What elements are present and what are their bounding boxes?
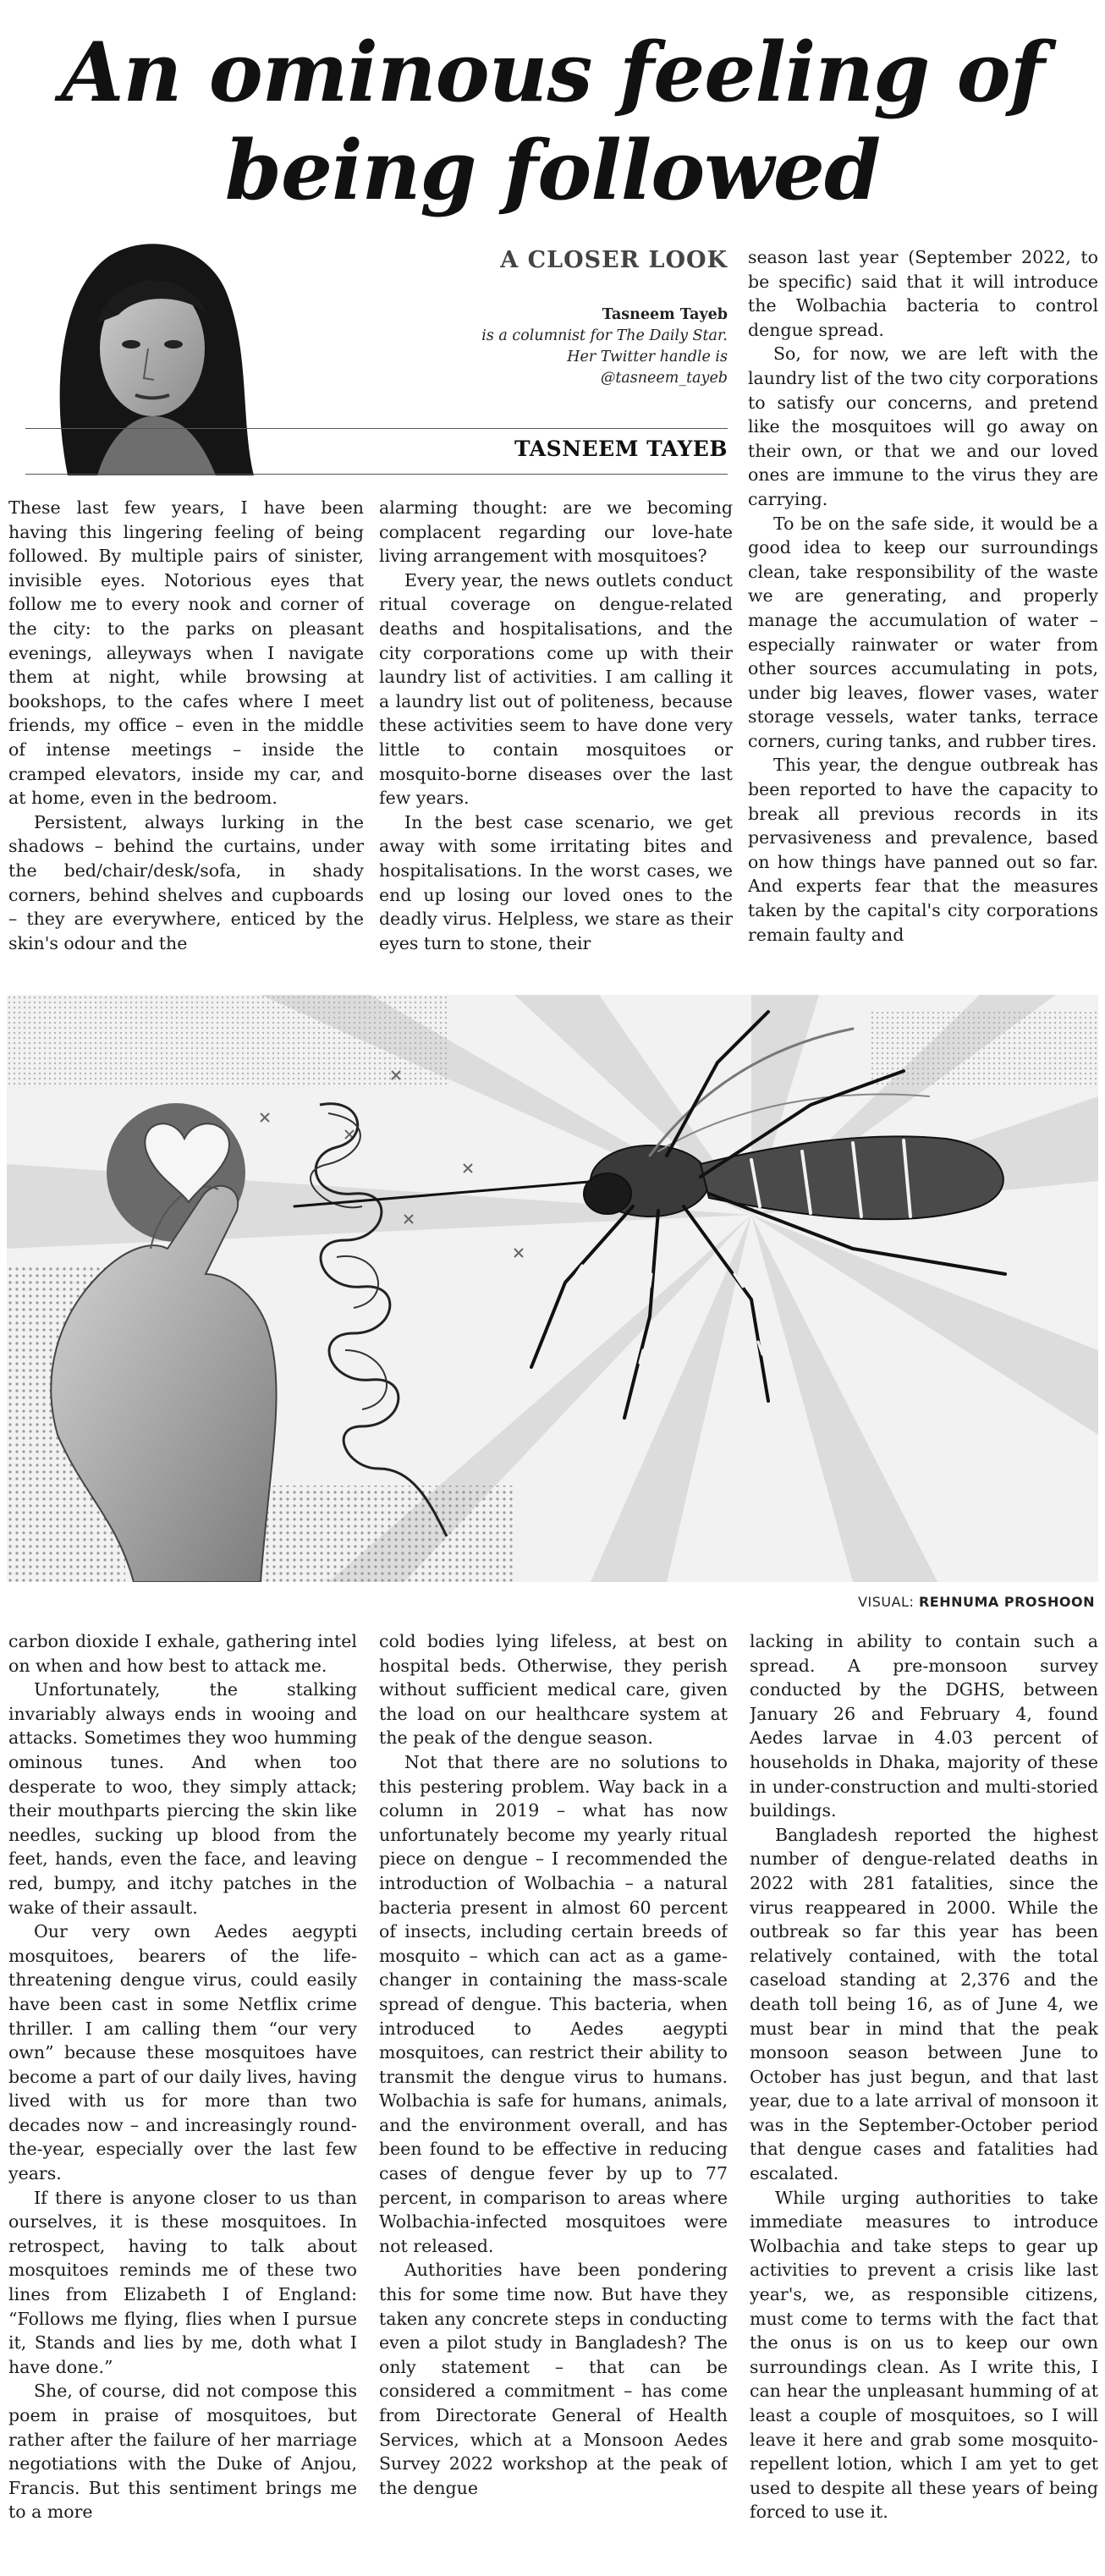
mosquito-illustration [7, 995, 1098, 1582]
headline-line-1: An ominous feeling of [61, 25, 1044, 120]
paragraph: Unfortunately, the stalking invariably always ends in wooing and attacks. Sometimes they woo humming ominous tunes. And when too desperate to woo, they simply attack; their mouthparts piercing the skin like needles, sucking up blood from the feet, hands, even the face, and leaving red, bumpy, and itchy patches in the wake of their assault. [8, 1679, 357, 1918]
paragraph: cold bodies lying lifeless, at best on hospital beds. Otherwise, they perish without sufficient medical care, given the load on our healthcare system at the peak of the dengue season. [379, 1631, 728, 1749]
paragraph: If there is anyone closer to us than ourselves, it is these mosquitoes. In retrospect, having to talk about mosquitoes reminds me of these two lines from Elizabeth I of England: “Follows me flying, flies when I pursue it, Stands and lies by me, doth what I have done.” [8, 2187, 357, 2377]
paragraph: So, for now, we are left with the laundry list of the two city corporations to satisfy our concerns, and pretend like the mosquitoes will go away on their own, or that we and our loved ones are immune to the virus they are carrying. [748, 343, 1098, 509]
paragraph: alarming thought: are we becoming complacent regarding our love-hate living arrangement with mosquitoes? [379, 497, 733, 567]
article-column-4 [8, 1629, 357, 2568]
byline-top-rule [25, 428, 728, 429]
byline: TASNEEM TAYEB [514, 437, 728, 461]
paragraph: Our very own Aedes aegypti mosquitoes, bearers of the life-threatening dengue virus, could easily have been cast in some Netflix crime thriller. I am calling them “our very own” because these mosquitoes have become a part of our daily lives, having lived with us for more than two decades now – and increasingly round-the-year, especially over the last few years. [8, 1921, 357, 2184]
author-bio [440, 305, 728, 389]
paragraph: Not that there are no solutions to this pestering problem. Way back in a column in 2019 – what has now unfortunately become my yearly ritual piece on dengue – I recommended the introduction of Wolbachia – a natural bacteria present in almost 60 percent of insects, including certain breeds of mosquito – which can act as a game-changer in containing the mass-scale spread of dengue. This bacteria, when introduced to Aedes aegypti mosquitoes, can restrict their ability to transmit the dengue virus to humans. Wolbachia is safe for humans, animals, and the environment overall, and has been found to be effective in reducing cases of dengue fever by up to 77 percent, in comparison to areas where Wolbachia-infected mosquitoes were not released. [379, 1751, 728, 2256]
paragraph: Bangladesh reported the highest number of dengue-related deaths in 2022 with 281 fatalities, since the virus reappeared in 2000. While the outbreak so far this year has been relatively contained, with the total caseload standing at 2,376 and the death toll being 16, as of June 4, we must bear in mind that the peak monsoon season between June to October has just begun, and that last year, due to a late arrival of monsoon it was in the September-October period that dengue cases and fatalities had escalated. [750, 1824, 1098, 2184]
section-kicker: A CLOSER LOOK [500, 247, 728, 273]
headline [0, 24, 1105, 220]
paragraph: carbon dioxide I exhale, gathering intel on when and how best to attack me. [8, 1631, 357, 1676]
paragraph: season last year (September 2022, to be specific) said that it will introduce the Wolbachia bacteria to control dengue spread. [748, 247, 1098, 340]
paragraph: While urging authorities to take immediate measures to introduce Wolbachia and take steps to gear up activities to prevent a crisis like last year's, we, as responsible citizens, must come to terms with the fact that the onus is on us to keep our own surroundings clean. As I write this, I can hear the unpleasant humming of at least a couple of mosquitoes, so I will leave it here and grab some mosquito-repellent lotion, which I am yet to get used to despite all these years of being forced to use it. [750, 2187, 1098, 2523]
bio-line-3: @tasneem_tayeb [600, 370, 728, 387]
headline-line-2: being followed [224, 123, 881, 218]
credit-artist: REHNUMA PROSHOON [918, 1594, 1095, 1610]
paragraph: She, of course, did not compose this poem in praise of mosquitoes, but rather after the failure of her marriage negotiations with the Duke of Anjou, Francis. But this sentiment brings me to a more [8, 2381, 357, 2523]
article-column-2 [379, 496, 733, 983]
paragraph: Persistent, always lurking in the shadows – behind the curtains, under the bed/chair/desk/sofa, in shady corners, behind shelves and cupboards – they are everywhere, enticed by the skin's odour and the [8, 811, 364, 953]
paragraph: Every year, the news outlets conduct ritual coverage on dengue-related deaths and hospitalisations, and the city corporations come up with their laundry list of activities. I am calling it a laundry list out of politeness, because these activities seem to have done very little to contain mosquitoes or mosquito-borne diseases over the last few years. [379, 569, 733, 809]
paragraph: In the best case scenario, we get away with some irritating bites and hospitalisations. In the worst cases, we end up losing our loved ones to the deadly virus. Helpless, we stare as their eyes turn to stone, their [379, 811, 733, 953]
paragraph: lacking in ability to contain such a spread. A pre-monsoon survey conducted by the DGHS, between January 26 and February 4, found Aedes larvae in 4.03 percent of households in Dhaka, majority of these in under-construction and multi-storied buildings. [750, 1631, 1098, 1821]
article-column-6 [750, 1629, 1098, 2568]
paragraph: To be on the safe side, it would be a good idea to keep our surroundings clean, take responsibility of the waste we are generating, and properly manage the accumulation of water – especially rainwater or water from other sources accumulating in pots, under big leaves, flower vases, water storage vessels, water tanks, terrace corners, curing tanks, and rubber tires. [748, 513, 1098, 751]
credit-label: VISUAL: [858, 1594, 915, 1610]
bio-name: Tasneem Tayeb [602, 306, 728, 323]
byline-bottom-rule [25, 474, 728, 475]
paragraph: This year, the dengue outbreak has been reported to have the capacity to break all previous records in its pervasiveness and prevalence, based on how things have panned out so far. And experts fear that the measures taken by the capital's city corporations remain faulty and [748, 755, 1098, 945]
paragraph: These last few years, I have been having this lingering feeling of being followed. By multiple pairs of sinister, invisible eyes. Notorious eyes that follow me to every nook and corner of the city: to the parks on pleasant evenings, alleyways when I navigate them at night, while browsing at bookshops, to the cafes where I meet friends, my office – even in the middle of intense meetings – inside the cramped elevators, inside my car, and at home, even in the bedroom. [8, 497, 364, 809]
bio-line-2: Her Twitter handle is [567, 349, 728, 365]
paragraph: Authorities have been pondering this for some time now. But have they taken any concrete steps in conducting even a pilot study in Bangladesh? The only statement – that can be considered a commitment – has come from Directorate General of Health Services, which at a Monsoon Aedes Survey 2022 workshop at the peak of the dengue [379, 2260, 728, 2498]
article-column-1 [8, 496, 364, 983]
article-column-5 [379, 1629, 728, 2568]
bio-line-1: is a columnist for The Daily Star. [481, 327, 728, 344]
author-photo [17, 222, 271, 475]
illustration-credit [858, 1594, 1095, 1610]
article-column-3 [748, 245, 1098, 983]
